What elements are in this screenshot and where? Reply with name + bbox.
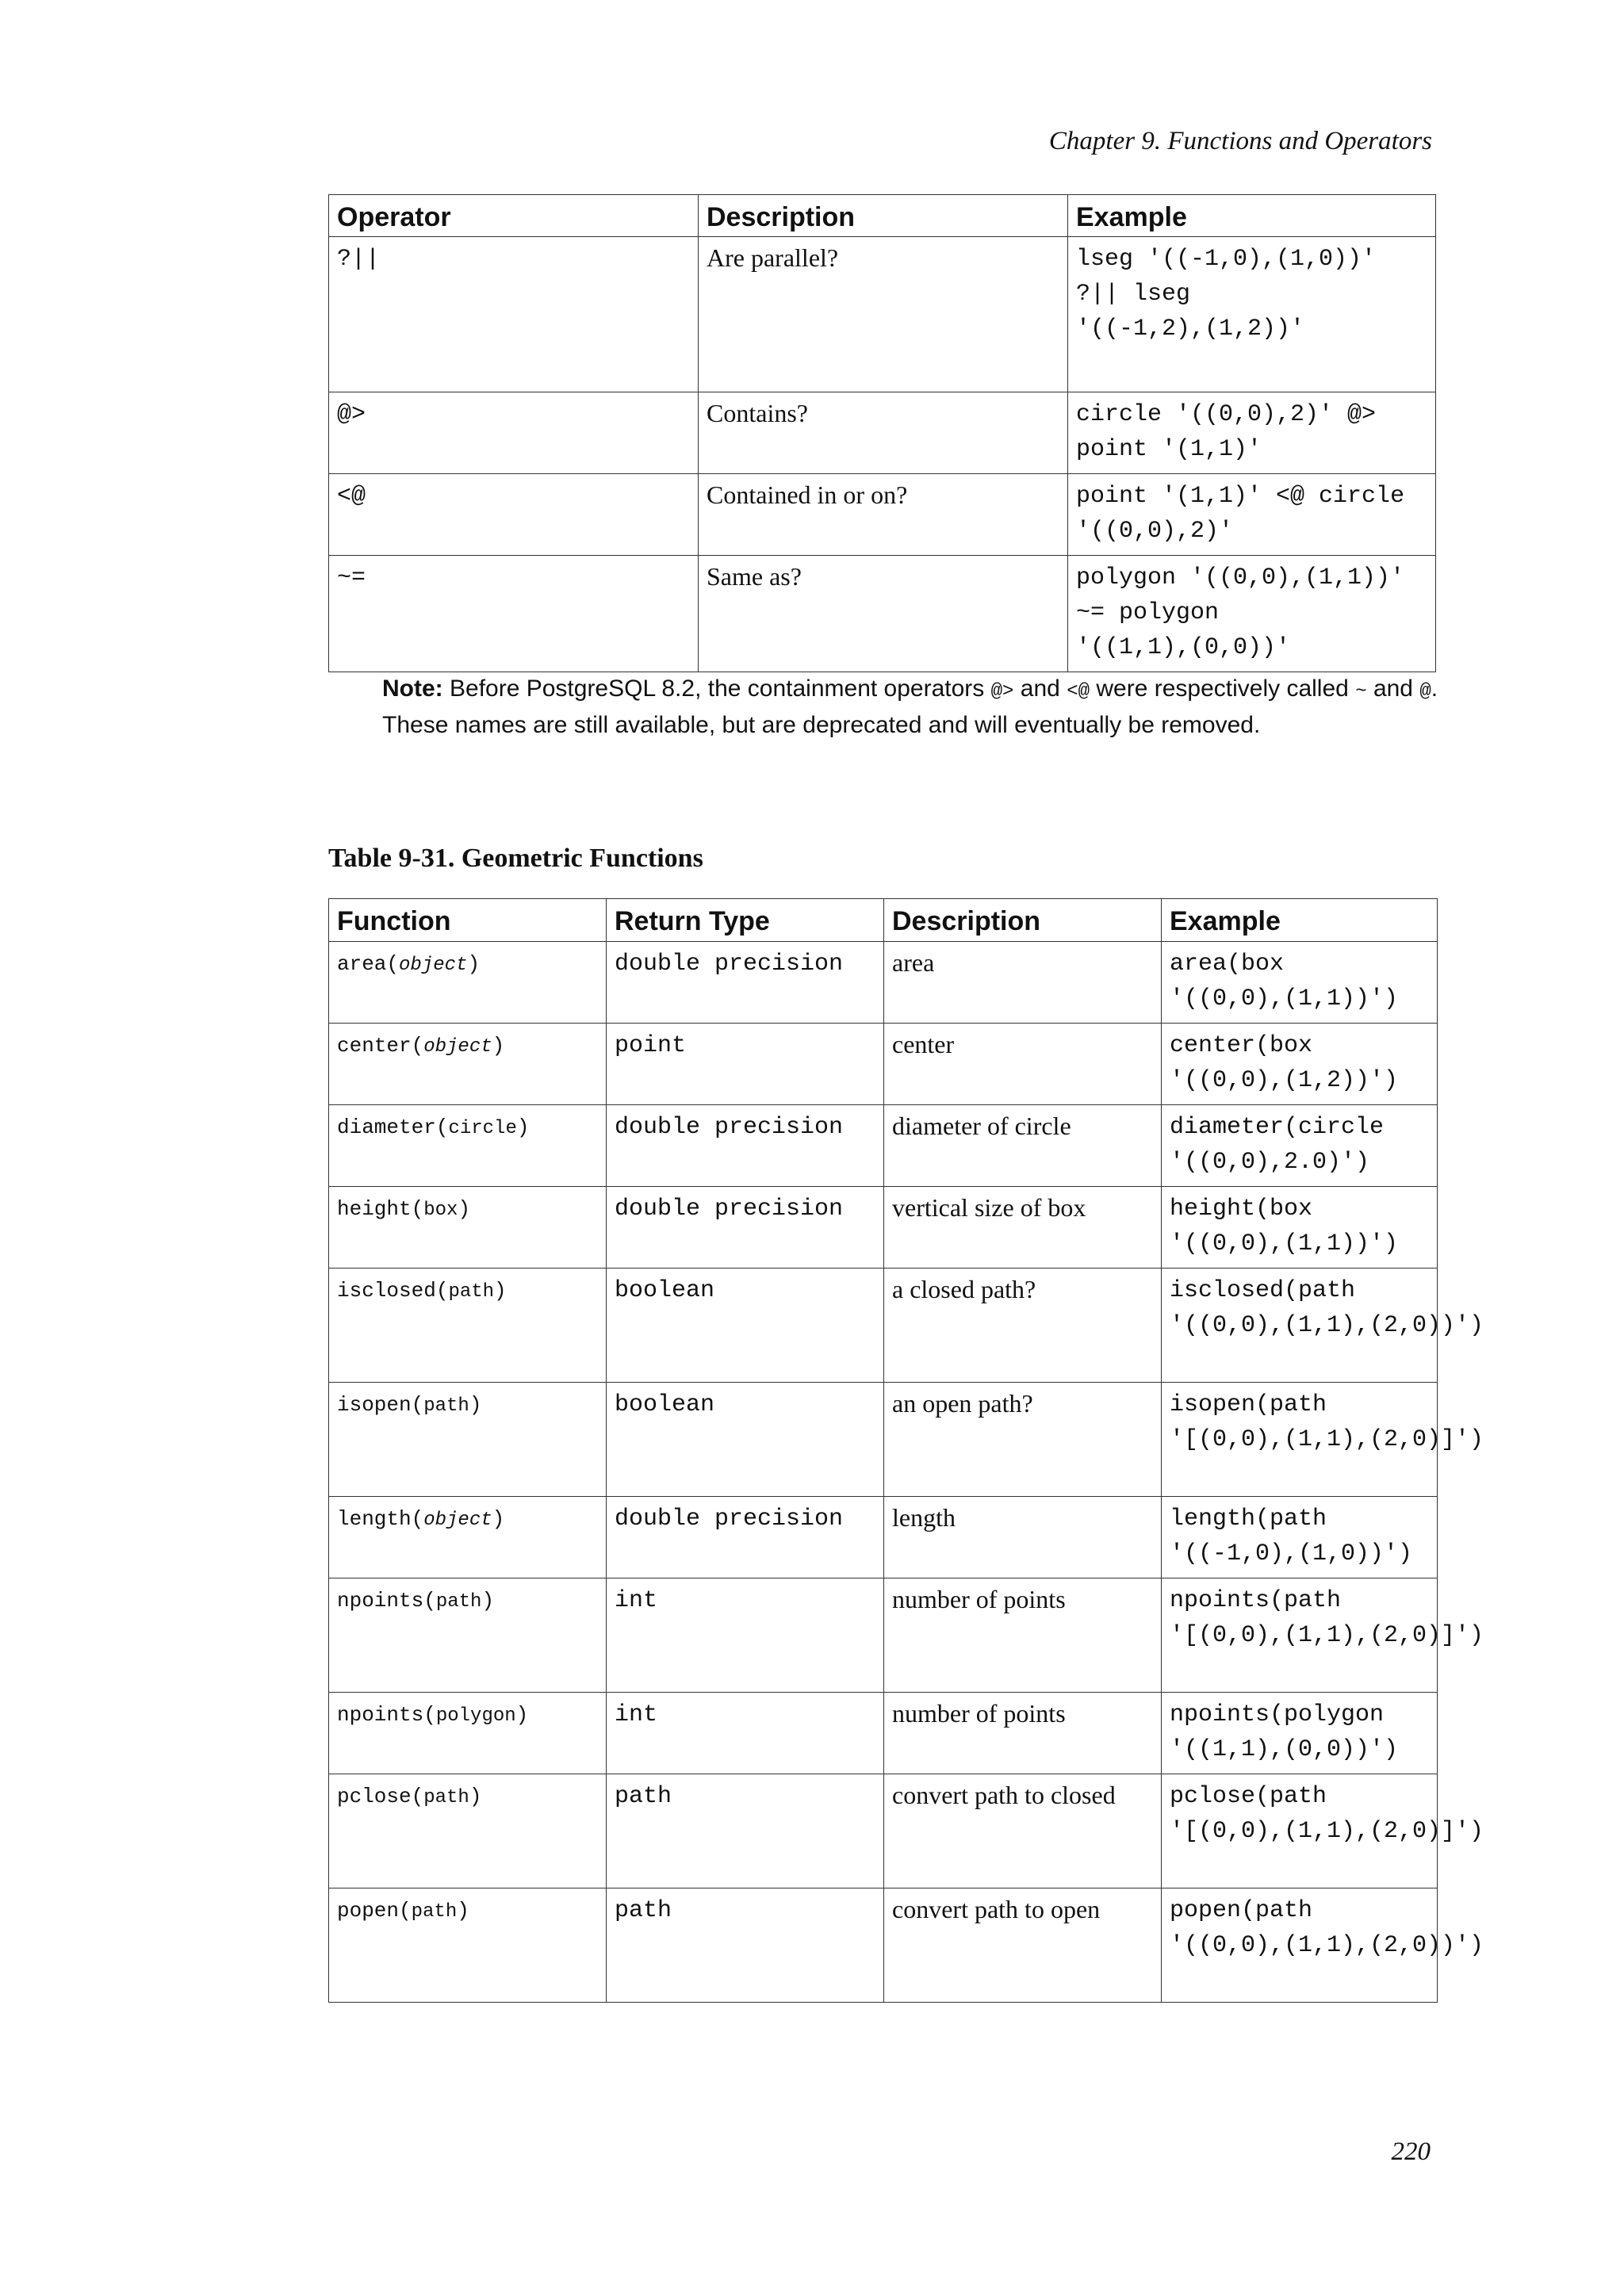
table-row (329, 1187, 1438, 1269)
column-header-function: Function (329, 899, 607, 942)
function-close: ) (481, 1589, 495, 1613)
note-operator: ~ (1355, 681, 1367, 702)
return-type-cell: double precision (607, 1497, 884, 1578)
column-header-description: Description (699, 195, 1068, 237)
function-name: npoints( (337, 1589, 436, 1613)
table-row (329, 1105, 1438, 1187)
example-cell: popen(path '((0,0),(1,1),(2,0))') (1162, 1888, 1438, 2003)
function-arg: path (423, 1787, 469, 1808)
function-arg: path (411, 1901, 458, 1923)
note-operator: @> (990, 681, 1014, 702)
description-cell: convert path to open (884, 1888, 1162, 2003)
example-cell: npoints(path '[(0,0),(1,1),(2,0)]') (1162, 1578, 1438, 1693)
operator-cell: @> (329, 392, 699, 474)
function-arg: polygon (435, 1705, 516, 1727)
function-name: isopen( (337, 1393, 424, 1417)
example-cell: center(box '((0,0),(1,2))') (1162, 1024, 1438, 1105)
function-name: area( (337, 952, 400, 976)
description-cell: number of points (884, 1693, 1162, 1774)
description-cell: Contained in or on? (699, 474, 1068, 556)
function-cell (329, 1774, 607, 1888)
function-cell (329, 1693, 607, 1774)
function-arg: object (399, 955, 468, 976)
table-row (329, 1269, 1438, 1383)
operator-cell: ?|| (329, 237, 699, 392)
function-arg: path (435, 1591, 482, 1613)
example-cell: npoints(polygon '((1,1),(0,0))') (1162, 1693, 1438, 1774)
example-cell: length(path '((-1,0),(1,0))') (1162, 1497, 1438, 1578)
function-arg: path (423, 1395, 469, 1417)
function-name: diameter( (337, 1115, 449, 1139)
function-cell (329, 1024, 607, 1105)
table-row (329, 1693, 1438, 1774)
table-header-row (329, 195, 1436, 237)
return-type-cell: int (607, 1693, 884, 1774)
example-cell: isclosed(path '((0,0),(1,1),(2,0))') (1162, 1269, 1438, 1383)
table-row (329, 942, 1438, 1024)
example-cell: lseg '((-1,0),(1,0))' ?|| lseg '((-1,2),(1,2))' (1068, 237, 1436, 392)
function-arg: circle (448, 1118, 517, 1139)
example-cell: pclose(path '[(0,0),(1,1),(2,0)]') (1162, 1774, 1438, 1888)
example-cell: point '(1,1)' <@ circle '((0,0),2)' (1068, 474, 1436, 556)
note-text: . These names are still available, but are deprecated and will eventually be removed. (382, 675, 1438, 738)
description-cell: area (884, 942, 1162, 1024)
function-close: ) (516, 1115, 530, 1139)
function-close: ) (492, 1034, 505, 1058)
example-cell: diameter(circle '((0,0),2.0)') (1162, 1105, 1438, 1187)
note-operator: @ (1419, 681, 1431, 702)
description-cell: diameter of circle (884, 1105, 1162, 1187)
description-cell: an open path? (884, 1383, 1162, 1497)
function-cell (329, 1105, 607, 1187)
table-row (329, 556, 1436, 672)
function-cell (329, 1187, 607, 1269)
column-header-description: Description (884, 899, 1162, 942)
table-row (329, 474, 1436, 556)
table-row (329, 1888, 1438, 2003)
description-cell: Are parallel? (699, 237, 1068, 392)
note-text: were respectively called (1096, 675, 1349, 702)
function-name: pclose( (337, 1785, 424, 1808)
example-cell: height(box '((0,0),(1,1))') (1162, 1187, 1438, 1269)
function-cell (329, 1497, 607, 1578)
return-type-cell: boolean (607, 1383, 884, 1497)
note-label: Note: (382, 675, 443, 702)
description-cell: Contains? (699, 392, 1068, 474)
column-header-return-type: Return Type (607, 899, 884, 942)
page-number: 220 (1391, 2137, 1431, 2166)
function-name: center( (337, 1034, 424, 1058)
function-name: npoints( (337, 1703, 436, 1727)
function-arg: object (423, 1510, 492, 1531)
column-header-example: Example (1162, 899, 1438, 942)
column-header-example: Example (1068, 195, 1436, 237)
table-row (329, 237, 1436, 392)
return-type-cell: path (607, 1774, 884, 1888)
return-type-cell: path (607, 1888, 884, 2003)
function-arg: box (423, 1200, 458, 1221)
note-text: and (1020, 675, 1060, 702)
description-cell: convert path to closed (884, 1774, 1162, 1888)
table-row (329, 1024, 1438, 1105)
function-close: ) (469, 1393, 482, 1417)
return-type-cell: int (607, 1578, 884, 1693)
function-arg: path (448, 1281, 495, 1303)
column-header-operator: Operator (329, 195, 699, 237)
function-cell (329, 942, 607, 1024)
function-arg: object (423, 1036, 492, 1058)
geometric-functions-table (328, 898, 1484, 2003)
function-cell (329, 1269, 607, 1383)
note-text: and (1373, 675, 1413, 702)
return-type-cell: point (607, 1024, 884, 1105)
operator-cell: <@ (329, 474, 699, 556)
function-close: ) (515, 1703, 529, 1727)
return-type-cell: double precision (607, 1105, 884, 1187)
function-name: height( (337, 1197, 424, 1221)
deprecation-note (382, 672, 1445, 742)
note-operator: <@ (1067, 681, 1090, 702)
table-row (329, 1497, 1438, 1578)
example-cell: circle '((0,0),2)' @> point '(1,1)' (1068, 392, 1436, 474)
example-cell: area(box '((0,0),(1,1))') (1162, 942, 1438, 1024)
function-name: popen( (337, 1899, 412, 1923)
function-cell (329, 1578, 607, 1693)
return-type-cell: double precision (607, 942, 884, 1024)
function-name: isclosed( (337, 1279, 449, 1303)
table-row (329, 1578, 1438, 1693)
description-cell: vertical size of box (884, 1187, 1162, 1269)
function-close: ) (458, 1197, 471, 1221)
table-header-row (329, 899, 1438, 942)
function-name: length( (337, 1507, 424, 1531)
operator-cell: ~= (329, 556, 699, 672)
description-cell: center (884, 1024, 1162, 1105)
return-type-cell: boolean (607, 1269, 884, 1383)
function-close: ) (469, 1785, 482, 1808)
table-row (329, 1774, 1438, 1888)
function-close: ) (457, 1899, 469, 1923)
description-cell: a closed path? (884, 1269, 1162, 1383)
chapter-header: Chapter 9. Functions and Operators (1048, 127, 1432, 155)
function-close: ) (494, 1279, 507, 1303)
note-text: Before PostgreSQL 8.2, the containment operators (450, 675, 985, 702)
description-cell: Same as? (699, 556, 1068, 672)
function-close: ) (467, 952, 481, 976)
operator-table (328, 194, 1436, 672)
description-cell: length (884, 1497, 1162, 1578)
table-row (329, 1383, 1438, 1497)
function-close: ) (492, 1507, 505, 1531)
example-cell: isopen(path '[(0,0),(1,1),(2,0)]') (1162, 1383, 1438, 1497)
function-cell (329, 1888, 607, 2003)
example-cell: polygon '((0,0),(1,1))' ~= polygon '((1,1),(0,0))' (1068, 556, 1436, 672)
table-caption: Table 9-31. Geometric Functions (328, 844, 703, 873)
return-type-cell: double precision (607, 1187, 884, 1269)
function-cell (329, 1383, 607, 1497)
table-row (329, 392, 1436, 474)
description-cell: number of points (884, 1578, 1162, 1693)
